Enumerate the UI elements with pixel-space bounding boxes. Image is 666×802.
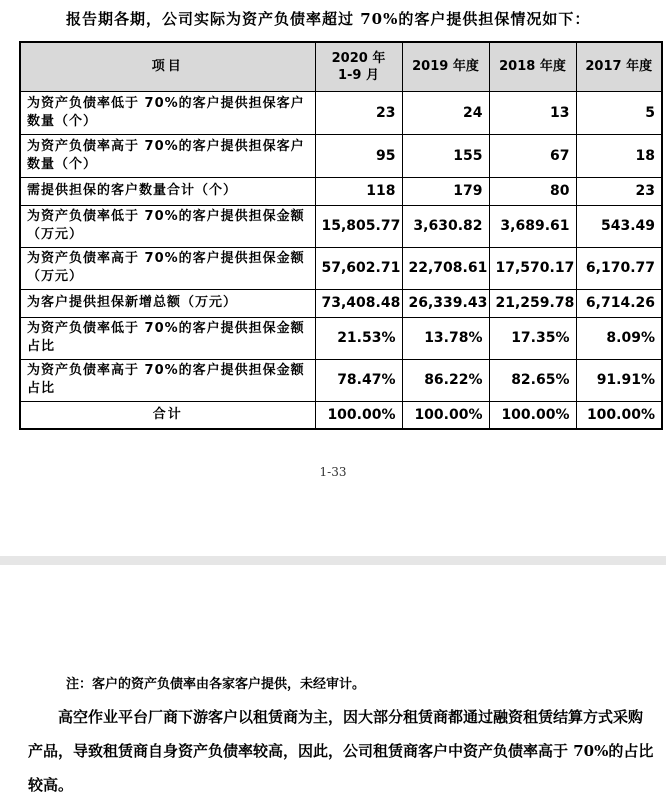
cell-2017: 5 xyxy=(576,91,662,134)
row-label: 需提供担保的客户数量合计（个） xyxy=(20,177,315,205)
header-2020: 2020 年 1-9 月 xyxy=(315,42,402,91)
cell-2018: 80 xyxy=(489,177,576,205)
table-row xyxy=(20,289,662,317)
table-row xyxy=(20,91,662,134)
cell-2017: 91.91% xyxy=(576,359,662,401)
cell-2018: 3,689.61 xyxy=(489,205,576,247)
guarantee-table xyxy=(19,41,663,430)
intro-text: 报告期各期，公司实际为资产负债率超过 70%的客户提供担保情况如下： xyxy=(66,10,591,28)
page-separator xyxy=(0,556,666,565)
cell-2017: 23 xyxy=(576,177,662,205)
cell-2020: 100.00% xyxy=(315,401,402,429)
cell-2019: 26,339.43 xyxy=(402,289,489,317)
row-label: 为资产负债率低于 70%的客户提供担保金额（万元） xyxy=(20,205,315,247)
cell-2019: 24 xyxy=(402,91,489,134)
header-2018: 2018 年度 xyxy=(489,42,576,91)
cell-2018: 67 xyxy=(489,134,576,177)
cell-2019: 155 xyxy=(402,134,489,177)
cell-2018: 82.65% xyxy=(489,359,576,401)
cell-2018: 100.00% xyxy=(489,401,576,429)
body-paragraph: 高空作业平台厂商下游客户以租赁商为主，因大部分租赁商都通过融资租赁结算方式采购产品，导致租赁商自身资产负债率较高，因此，公司租赁商客户中资产负债率高于 70%的占比较高。 xyxy=(28,708,654,794)
cell-2020: 21.53% xyxy=(315,317,402,359)
cell-2019: 179 xyxy=(402,177,489,205)
cell-2020: 23 xyxy=(315,91,402,134)
row-label: 为资产负债率高于 70%的客户提供担保金额占比 xyxy=(20,359,315,401)
header-2017: 2017 年度 xyxy=(576,42,662,91)
table-row xyxy=(20,247,662,289)
cell-2020: 78.47% xyxy=(315,359,402,401)
cell-2017: 6,714.26 xyxy=(576,289,662,317)
row-label: 合计 xyxy=(20,401,315,429)
table-row xyxy=(20,205,662,247)
cell-2020: 15,805.77 xyxy=(315,205,402,247)
cell-2018: 13 xyxy=(489,91,576,134)
header-2019: 2019 年度 xyxy=(402,42,489,91)
cell-2018: 17.35% xyxy=(489,317,576,359)
table-row xyxy=(20,177,662,205)
cell-2019: 100.00% xyxy=(402,401,489,429)
cell-2019: 13.78% xyxy=(402,317,489,359)
cell-2019: 86.22% xyxy=(402,359,489,401)
cell-2020: 73,408.48 xyxy=(315,289,402,317)
row-label: 为资产负债率低于 70%的客户提供担保客户数量（个） xyxy=(20,91,315,134)
cell-2018: 21,259.78 xyxy=(489,289,576,317)
cell-2017: 100.00% xyxy=(576,401,662,429)
cell-2019: 22,708.61 xyxy=(402,247,489,289)
cell-2020: 118 xyxy=(315,177,402,205)
table-row xyxy=(20,317,662,359)
table-header-row xyxy=(20,42,662,91)
row-label: 为资产负债率低于 70%的客户提供担保金额占比 xyxy=(20,317,315,359)
row-label: 为客户提供担保新增总额（万元） xyxy=(20,289,315,317)
header-item: 项目 xyxy=(20,42,315,91)
cell-2018: 17,570.17 xyxy=(489,247,576,289)
cell-2017: 6,170.77 xyxy=(576,247,662,289)
cell-2017: 8.09% xyxy=(576,317,662,359)
page-number: 1-33 xyxy=(319,465,347,479)
table-row xyxy=(20,359,662,401)
row-label: 为资产负债率高于 70%的客户提供担保客户数量（个） xyxy=(20,134,315,177)
cell-2019: 3,630.82 xyxy=(402,205,489,247)
row-label: 为资产负债率高于 70%的客户提供担保金额（万元） xyxy=(20,247,315,289)
cell-2020: 57,602.71 xyxy=(315,247,402,289)
table-total-row xyxy=(20,401,662,429)
table-row xyxy=(20,134,662,177)
cell-2017: 18 xyxy=(576,134,662,177)
cell-2017: 543.49 xyxy=(576,205,662,247)
footnote: 注：客户的资产负债率由各家客户提供，未经审计。 xyxy=(66,677,366,692)
cell-2020: 95 xyxy=(315,134,402,177)
